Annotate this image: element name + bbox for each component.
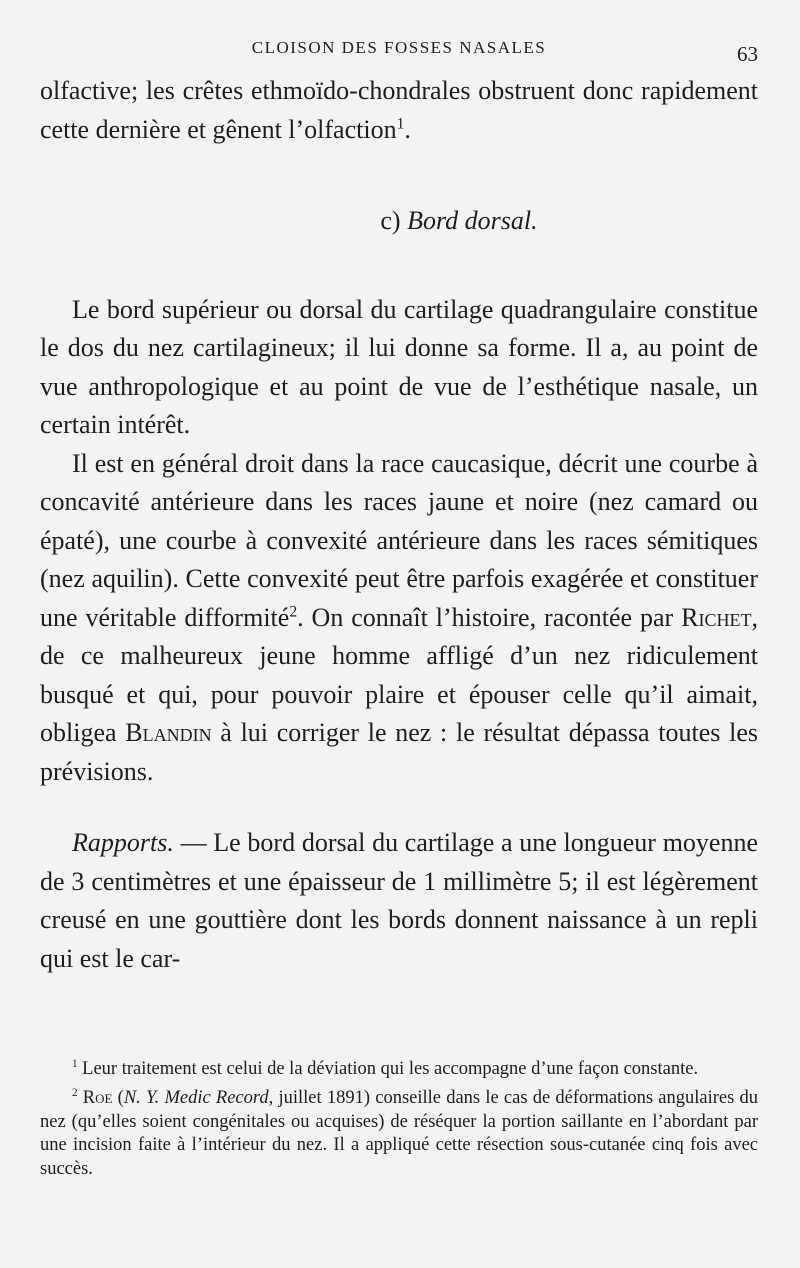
- paragraph-continuation: [40, 72, 758, 149]
- footnote-author: Roe: [77, 1088, 113, 1109]
- run-in-heading: Rapports.: [72, 828, 174, 857]
- page-header: [40, 34, 758, 70]
- footnote-ref-1: 1: [396, 114, 405, 132]
- running-title: CLOISON DES FOSSES NASALES: [251, 38, 547, 57]
- paragraph-gap: [40, 791, 758, 824]
- section-letter: c): [380, 206, 401, 235]
- paragraph-dorsal-edge: Le bord supérieur ou dorsal du cartilage quadrangulaire constitue le dos du nez cartilagineux; il lui donne sa forme. Il a, au point de vue anthropologique et au point de vue de l’esthétique nasale, un certain intérêt.: [40, 294, 758, 439]
- footnote-1: [40, 1058, 758, 1081]
- page-number: 63: [737, 42, 758, 66]
- footnote-source: N. Y. Medic Record,: [123, 1088, 274, 1109]
- paragraph-shapes: [40, 445, 758, 792]
- footnote-ref-2: 2: [289, 602, 298, 620]
- paragraph-text: olfactive; les crêtes ethmoïdo-chondrales obstruent donc rapidement cette dernière et gênent l’olfaction: [40, 76, 758, 144]
- person-name-blandin: Blandin: [125, 718, 212, 747]
- section-heading: [40, 202, 758, 241]
- footnote-text: Leur traitement est celui de la déviation qui les accompagne d’une façon constante.: [77, 1059, 699, 1079]
- body-text: [40, 72, 758, 978]
- footnote-2: [40, 1087, 758, 1181]
- paragraph-text: à lui corriger le nez : le résultat dépassa toutes les prévisions.: [40, 718, 758, 786]
- footnotes: [40, 1058, 758, 1181]
- paragraph-text: , de ce malheureux jeune homme affligé d’un nez ridiculement busqué et qui, pour pouvoir plaire et épouser celle qu’il aimait, obligea: [40, 602, 758, 747]
- footnote-text: juillet 1891) conseille dans le cas de déformations angulaires du nez (qu’elles soient congénitales ou acquises) de réséquer la portion saillante en l’abordant par une incision faite à l’intérieur du nez. Il a appliqué cette résection sous-cutanée cinq fois avec succès.: [40, 1088, 758, 1179]
- paragraph-rapports: [40, 824, 758, 978]
- paragraph-text: — Le bord dorsal du cartilage a une longueur moyenne de 3 centimètres et une épaisseur de 1 millimètre 5; il est légèrement creusé en une gouttière dont les bords donnent naissance à un repli qui est le car-: [40, 828, 758, 973]
- paragraph-text: . On connaît l’histoire, racontée par: [297, 602, 682, 632]
- footnote-marker: 2: [72, 1087, 78, 1100]
- paragraph-end: .: [404, 114, 411, 144]
- paragraph-text: Il est en général droit dans la race caucasique, décrit une courbe à concavité antérieure dans les races jaune et noire (nez camard ou épaté), une courbe à convexité antérieure dans les races sémitiques (nez aquilin). Cette convexité peut être parfois exagérée et constituer une véritable difformité: [40, 448, 758, 632]
- footnote-marker: 1: [72, 1057, 78, 1070]
- footnote-paren: (: [112, 1088, 124, 1109]
- person-name-richet: Richet: [681, 602, 752, 632]
- section-title: Bord dorsal.: [407, 206, 538, 235]
